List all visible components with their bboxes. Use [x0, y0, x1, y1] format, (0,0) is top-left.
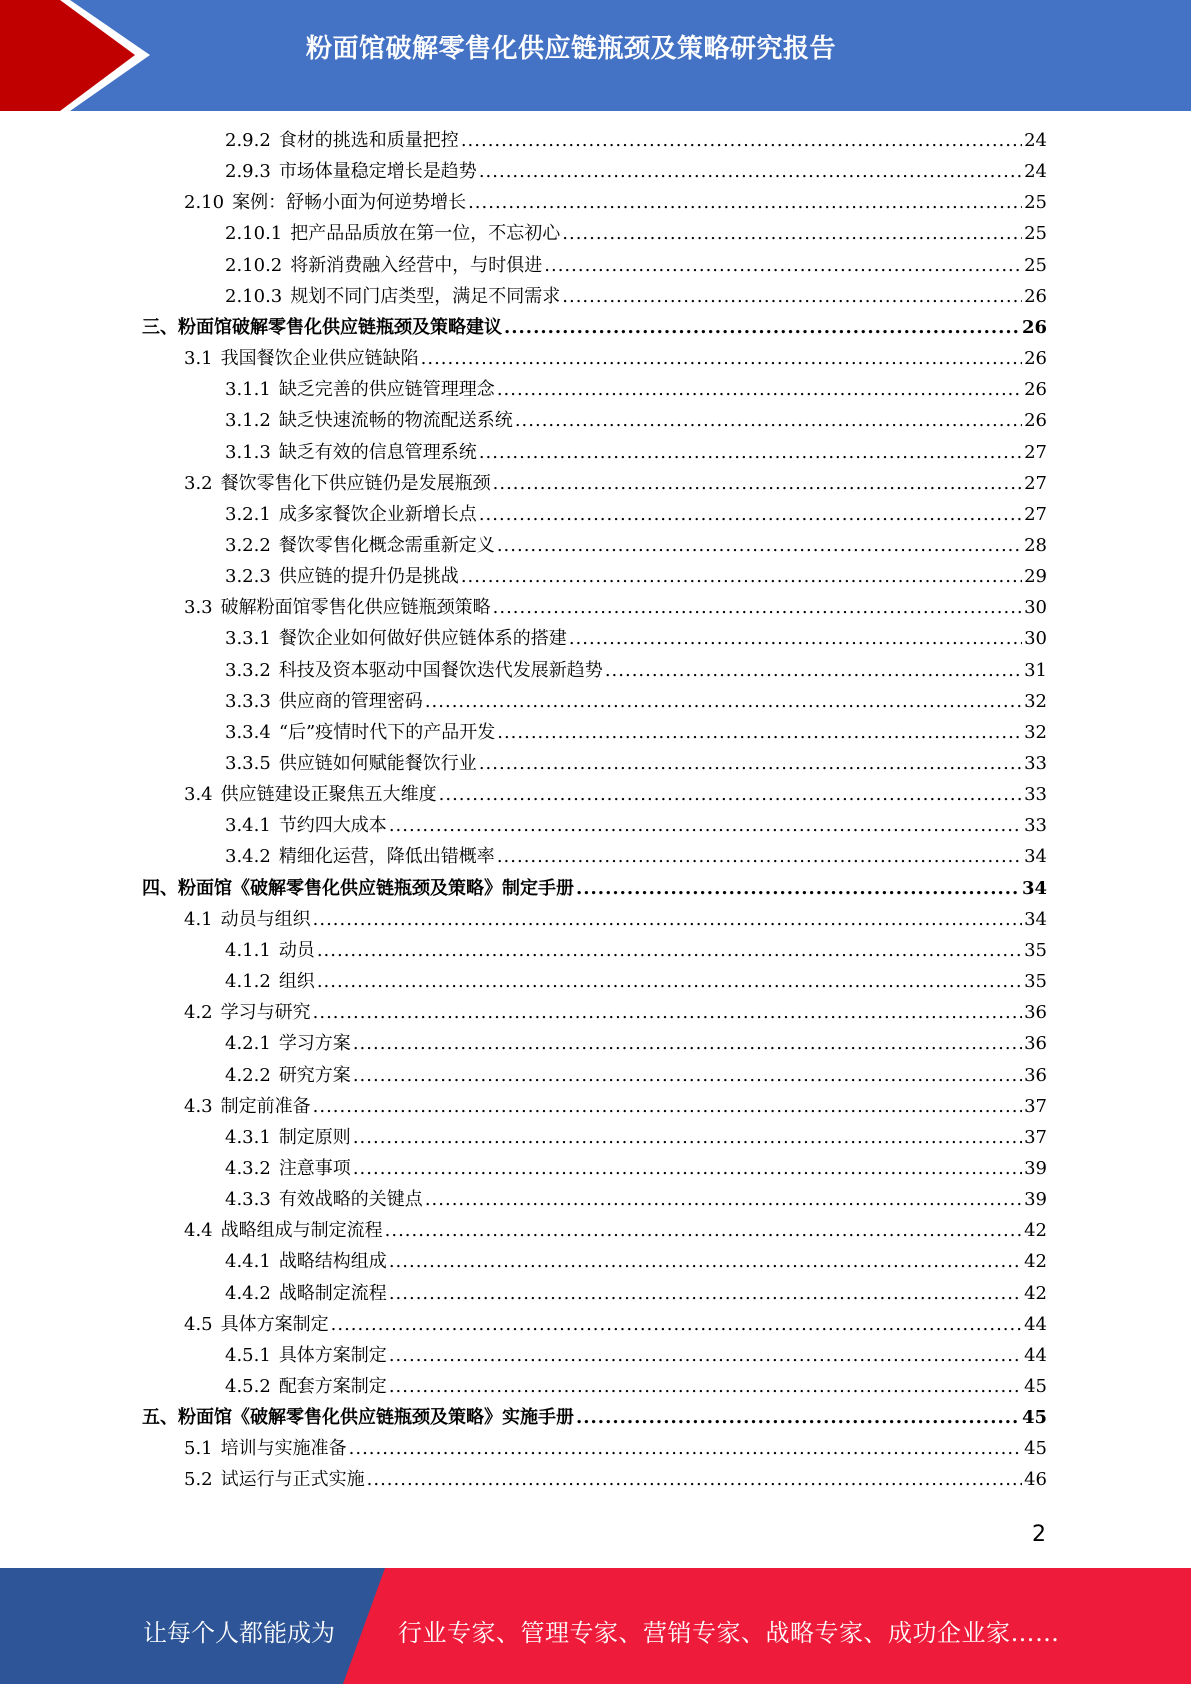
- toc-entry-title: 科技及资本驱动中国餐饮迭代发展新趋势: [278, 659, 603, 681]
- toc-entry-page: 26: [1024, 379, 1047, 401]
- toc-entry-title: 具体方案制定: [278, 1344, 387, 1366]
- toc-dot-leader: [497, 722, 1022, 743]
- toc-dot-leader: [497, 846, 1022, 867]
- toc-entry[interactable]: [225, 842, 1047, 873]
- toc-dot-leader: [562, 286, 1022, 307]
- toc-entry[interactable]: [225, 656, 1047, 687]
- toc-entry-number: 2.10.1: [225, 223, 283, 245]
- toc-entry-page: 26: [1024, 285, 1047, 307]
- toc-entry-page: 34: [1024, 908, 1047, 930]
- toc-entry-number: 3.2.2: [225, 534, 271, 556]
- toc-entry-number: 3.1.1: [225, 379, 271, 401]
- toc-entry-number: 3.3.5: [225, 753, 271, 774]
- toc-entry-number: 4.2: [184, 1002, 213, 1024]
- chevron-arrow-icon: [0, 0, 150, 111]
- toc-entry-title: 缺乏快速流畅的物流配送系统: [278, 410, 513, 432]
- toc-dot-leader: [544, 255, 1022, 276]
- toc-dot-leader: [421, 348, 1022, 369]
- toc-dot-leader: [493, 597, 1022, 618]
- toc-entry-page: 35: [1024, 971, 1047, 993]
- toc-entry-title: 配套方案制定: [278, 1376, 387, 1397]
- toc-entry[interactable]: [225, 718, 1047, 749]
- toc-entry-title: 学习方案: [278, 1033, 351, 1055]
- toc-entry[interactable]: [225, 1247, 1047, 1278]
- toc-entry-page: 33: [1024, 753, 1047, 774]
- toc-entry[interactable]: [184, 998, 1047, 1029]
- toc-entry-title: 餐饮企业如何做好供应链体系的搭建: [278, 628, 567, 650]
- toc-entry[interactable]: [184, 1216, 1047, 1247]
- toc-entry-title: 规划不同门店类型，满足不同需求: [290, 285, 561, 307]
- toc-entry-number: 4.1.2: [225, 971, 271, 993]
- toc-entry-page: 24: [1024, 130, 1047, 151]
- toc-entry-title: 节约四大成本: [278, 815, 387, 837]
- toc-entry[interactable]: [225, 749, 1047, 780]
- toc-entry[interactable]: [225, 1061, 1047, 1092]
- toc-entry-title: 战略制定流程: [278, 1282, 387, 1304]
- toc-entry-title: 将新消费融入经营中，与时俱进: [290, 254, 543, 276]
- toc-entry-title: 破解粉面馆零售化供应链瓶颈策略: [220, 597, 491, 619]
- toc-entry[interactable]: [184, 905, 1047, 936]
- toc-entry-title: 战略结构组成: [278, 1251, 387, 1273]
- toc-entry-title: 缺乏完善的供应链管理理念: [278, 379, 495, 401]
- toc-entry[interactable]: [225, 157, 1047, 188]
- toc-dot-leader: [479, 753, 1022, 774]
- toc-entry-title: 市场体量稳定增长是趋势: [278, 161, 477, 183]
- toc-entry-number: 4.5.1: [225, 1344, 271, 1366]
- toc-dot-leader: [353, 1127, 1022, 1148]
- toc-dot-leader: [479, 504, 1022, 525]
- toc-entry[interactable]: [225, 562, 1047, 593]
- toc-entry-number: 4.2.1: [225, 1033, 271, 1055]
- toc-entry-number: 3.2: [184, 472, 213, 494]
- toc-entry[interactable]: [184, 344, 1047, 375]
- toc-entry-number: 2.9.3: [225, 161, 271, 183]
- toc-entry[interactable]: [184, 469, 1047, 500]
- toc-entry-title: 餐饮零售化下供应链仍是发展瓶颈: [220, 472, 491, 494]
- toc-dot-leader: [497, 535, 1022, 556]
- toc-entry-page: 42: [1024, 1282, 1047, 1304]
- toc-entry-page: 25: [1024, 223, 1047, 245]
- toc-entry-page: 35: [1024, 939, 1047, 961]
- toc-entry[interactable]: [225, 811, 1047, 842]
- toc-entry-title: 战略组成与制定流程: [220, 1220, 383, 1242]
- toc-entry-number: 4.2.2: [225, 1064, 271, 1086]
- toc-entry-number: 4.4.2: [225, 1282, 271, 1304]
- toc-entry[interactable]: [225, 1341, 1047, 1372]
- toc-entry[interactable]: [184, 1465, 1047, 1496]
- toc-entry-number: 三、: [142, 316, 178, 338]
- toc-dot-leader: [461, 130, 1022, 151]
- toc-entry-page: 39: [1024, 1189, 1047, 1211]
- toc-entry[interactable]: [184, 593, 1047, 624]
- toc-dot-leader: [425, 1189, 1022, 1210]
- toc-dot-leader: [605, 660, 1022, 681]
- toc-entry-number: 2.10: [184, 192, 225, 214]
- toc-entry[interactable]: [225, 624, 1047, 655]
- toc-entry-page: 34: [1024, 846, 1047, 868]
- toc-entry-title: 粉面馆破解零售化供应链瓶颈及策略建议: [178, 316, 502, 338]
- toc-dot-leader: [479, 442, 1022, 463]
- toc-entry-page: 36: [1024, 1002, 1047, 1024]
- toc-entry-number: 3.1: [184, 348, 213, 370]
- toc-entry[interactable]: [225, 251, 1047, 282]
- toc-entry-title: 注意事项: [278, 1157, 351, 1179]
- toc-entry-page: 34: [1021, 877, 1047, 899]
- toc-dot-leader: [331, 1314, 1022, 1335]
- toc-entry-page: 25: [1024, 254, 1047, 276]
- toc-entry[interactable]: [225, 282, 1047, 313]
- toc-entry-number: 3.2.3: [225, 566, 271, 588]
- toc-entry-page: 36: [1024, 1033, 1047, 1055]
- toc-entry[interactable]: [225, 438, 1047, 469]
- toc-entry-number: 3.4.1: [225, 815, 271, 837]
- toc-entry-number: 4.5: [184, 1313, 213, 1335]
- toc-entry-page: 39: [1024, 1157, 1047, 1179]
- toc-dot-leader: [562, 223, 1022, 244]
- toc-entry-page: 27: [1024, 441, 1047, 463]
- toc-entry-page: 44: [1024, 1313, 1047, 1335]
- page-footer: [0, 1568, 1191, 1684]
- toc-entry-title: 案例：舒畅小面为何逆势增长: [232, 192, 467, 214]
- toc-entry-page: 45: [1024, 1376, 1047, 1397]
- toc-entry-title: 供应商的管理密码: [278, 690, 423, 712]
- toc-entry[interactable]: [225, 967, 1047, 998]
- toc-entry[interactable]: [225, 687, 1047, 718]
- toc-dot-leader: [461, 566, 1022, 587]
- toc-dot-leader: [515, 410, 1022, 431]
- toc-entry-page: 42: [1024, 1251, 1047, 1273]
- toc-entry-title: 试运行与正式实施: [220, 1469, 365, 1491]
- toc-entry[interactable]: [184, 780, 1047, 811]
- toc-entry-title: 动员与组织: [220, 908, 311, 930]
- toc-entry-page: 30: [1024, 628, 1047, 650]
- toc-entry[interactable]: [184, 1310, 1047, 1341]
- toc-entry-page: 33: [1024, 815, 1047, 837]
- footer-slogan-left: 让每个人都能成为: [143, 1619, 335, 1647]
- toc-entry-number: 3.1.3: [225, 441, 271, 463]
- toc-entry-number: 4.4.1: [225, 1251, 271, 1273]
- toc-entry-title: 精细化运营，降低出错概率: [278, 846, 495, 868]
- toc-entry[interactable]: [184, 1434, 1047, 1465]
- toc-entry-number: 3.3: [184, 597, 213, 619]
- toc-dot-leader: [313, 1002, 1022, 1023]
- toc-entry[interactable]: [225, 1029, 1047, 1060]
- page-number: 2: [1032, 1522, 1046, 1547]
- toc-entry-number: 3.3.3: [225, 690, 271, 712]
- toc-entry-number: 3.2.1: [225, 503, 271, 525]
- toc-entry-number: 3.3.1: [225, 628, 271, 650]
- toc-dot-leader: [425, 691, 1022, 712]
- toc-entry[interactable]: [225, 1372, 1047, 1403]
- toc-dot-leader: [389, 1376, 1022, 1397]
- toc-entry[interactable]: [225, 531, 1047, 562]
- toc-dot-leader: [353, 1033, 1022, 1054]
- toc-dot-leader: [349, 1438, 1022, 1459]
- toc-entry-title: 缺乏有效的信息管理系统: [278, 441, 477, 463]
- toc-dot-leader: [569, 628, 1022, 649]
- toc-dot-leader: [317, 940, 1022, 961]
- toc-entry-page: 37: [1024, 1126, 1047, 1148]
- toc-entry-title: 供应链的提升仍是挑战: [278, 566, 459, 588]
- page-header: [0, 0, 1191, 111]
- toc-entry-title: 培训与实施准备: [220, 1438, 347, 1460]
- toc-entry-page: 24: [1024, 161, 1047, 183]
- toc-entry-number: 2.9.2: [225, 130, 271, 151]
- toc-entry-number: 4.1: [184, 908, 213, 930]
- toc-entry-title: 把产品品质放在第一位，不忘初心: [290, 223, 561, 245]
- toc-entry-page: 44: [1024, 1344, 1047, 1366]
- toc-entry-page: 32: [1024, 721, 1047, 743]
- toc-entry[interactable]: [225, 1185, 1047, 1216]
- toc-dot-leader: [468, 192, 1022, 213]
- toc-dot-leader: [576, 878, 1020, 899]
- toc-dot-leader: [479, 161, 1022, 182]
- toc-entry-number: 3.4: [184, 784, 213, 806]
- toc-entry[interactable]: [225, 219, 1047, 250]
- toc-entry-number: 4.4: [184, 1220, 213, 1242]
- report-title: 粉面馆破解零售化供应链瓶颈及策略研究报告: [306, 34, 837, 64]
- toc-entry-title: 研究方案: [278, 1064, 351, 1086]
- toc-dot-leader: [389, 1251, 1022, 1272]
- toc-entry-title: 我国餐饮企业供应链缺陷: [220, 348, 419, 370]
- toc-entry-title: 粉面馆《破解零售化供应链瓶颈及策略》制定手册: [178, 877, 574, 899]
- toc-entry-page: 31: [1024, 659, 1047, 681]
- toc-entry-page: 26: [1024, 348, 1047, 370]
- toc-dot-leader: [385, 1220, 1022, 1241]
- toc-entry-title: 组织: [278, 971, 315, 993]
- toc-entry-page: 29: [1024, 566, 1047, 588]
- toc-entry-number: 5.1: [184, 1438, 213, 1460]
- toc-dot-leader: [317, 971, 1022, 992]
- toc-dot-leader: [389, 1283, 1022, 1304]
- toc-dot-leader: [313, 1096, 1022, 1117]
- toc-entry-page: 27: [1024, 472, 1047, 494]
- toc-entry-title: 成多家餐饮企业新增长点: [278, 503, 477, 525]
- toc-entry-page: 25: [1024, 192, 1047, 214]
- toc-entry[interactable]: [142, 313, 1047, 344]
- toc-entry[interactable]: [225, 126, 1047, 157]
- toc-entry-number: 3.3.4: [225, 721, 271, 743]
- toc-entry-title: 食材的挑选和质量把控: [278, 130, 459, 151]
- toc-entry-title: “后”疫情时代下的产品开发: [278, 721, 496, 743]
- toc-entry-number: 2.10.2: [225, 254, 283, 276]
- toc-entry-number: 4.3.2: [225, 1157, 271, 1179]
- toc-entry-title: 制定原则: [278, 1126, 351, 1148]
- toc-entry[interactable]: [142, 1403, 1047, 1434]
- toc-entry[interactable]: [184, 1092, 1047, 1123]
- toc-entry-page: 45: [1024, 1438, 1047, 1460]
- toc-entry-page: 30: [1024, 597, 1047, 619]
- toc-entry-page: 37: [1024, 1095, 1047, 1117]
- toc-entry-number: 4.3: [184, 1095, 213, 1117]
- toc-entry-title: 学习与研究: [220, 1002, 311, 1024]
- toc-entry-page: 26: [1024, 410, 1047, 432]
- toc-entry-number: 4.3.1: [225, 1126, 271, 1148]
- toc-entry-number: 4.3.3: [225, 1189, 271, 1211]
- toc-entry[interactable]: [225, 1154, 1047, 1185]
- toc-dot-leader: [389, 815, 1022, 836]
- toc-dot-leader: [576, 1407, 1020, 1428]
- toc-entry[interactable]: [184, 188, 1047, 219]
- footer-slogan-right: 行业专家、管理专家、营销专家、战略专家、成功企业家……: [398, 1619, 1060, 1647]
- toc-entry-page: 28: [1024, 534, 1047, 556]
- toc-entry-number: 5.2: [184, 1469, 213, 1491]
- toc-entry-title: 粉面馆《破解零售化供应链瓶颈及策略》实施手册: [178, 1407, 574, 1429]
- toc-entry-page: 26: [1021, 316, 1047, 338]
- toc-entry[interactable]: [225, 500, 1047, 531]
- toc-entry-page: 32: [1024, 690, 1047, 712]
- toc-dot-leader: [439, 784, 1022, 805]
- toc-entry-title: 制定前准备: [220, 1095, 311, 1117]
- toc-entry-page: 46: [1024, 1469, 1047, 1491]
- toc-entry-title: 具体方案制定: [220, 1313, 329, 1335]
- toc-entry-title: 供应链建设正聚焦五大维度: [220, 784, 437, 806]
- toc-entry-number: 3.1.2: [225, 410, 271, 432]
- toc-entry[interactable]: [225, 936, 1047, 967]
- toc-entry-number: 2.10.3: [225, 285, 283, 307]
- toc-entry-page: 36: [1024, 1064, 1047, 1086]
- toc-entry-number: 4.5.2: [225, 1376, 271, 1397]
- toc-dot-leader: [353, 1158, 1022, 1179]
- toc-dot-leader: [493, 473, 1022, 494]
- toc-dot-leader: [389, 1345, 1022, 1366]
- toc-entry-title: 餐饮零售化概念需重新定义: [278, 534, 495, 556]
- toc-entry-number: 3.3.2: [225, 659, 271, 681]
- toc-dot-leader: [313, 909, 1022, 930]
- toc-entry-page: 33: [1024, 784, 1047, 806]
- toc-entry-page: 27: [1024, 503, 1047, 525]
- toc-entry-title: 有效战略的关键点: [278, 1189, 423, 1211]
- toc-entry-page: 45: [1021, 1407, 1047, 1429]
- toc-entry-number: 4.1.1: [225, 939, 271, 961]
- toc-dot-leader: [367, 1469, 1022, 1490]
- toc-entry-title: 动员: [278, 939, 315, 961]
- toc-entry-number: 四、: [142, 877, 178, 899]
- toc-dot-leader: [353, 1065, 1022, 1086]
- toc-entry-page: 42: [1024, 1220, 1047, 1242]
- toc-entry[interactable]: [225, 1279, 1047, 1310]
- toc-entry-number: 3.4.2: [225, 846, 271, 868]
- toc-dot-leader: [497, 379, 1022, 400]
- toc-entry[interactable]: [225, 406, 1047, 437]
- toc-entry[interactable]: [142, 874, 1047, 905]
- toc-entry[interactable]: [225, 375, 1047, 406]
- toc-entry-title: 供应链如何赋能餐饮行业: [278, 753, 477, 774]
- toc-entry[interactable]: [225, 1123, 1047, 1154]
- toc-entry-number: 五、: [142, 1407, 178, 1429]
- toc-dot-leader: [504, 317, 1020, 338]
